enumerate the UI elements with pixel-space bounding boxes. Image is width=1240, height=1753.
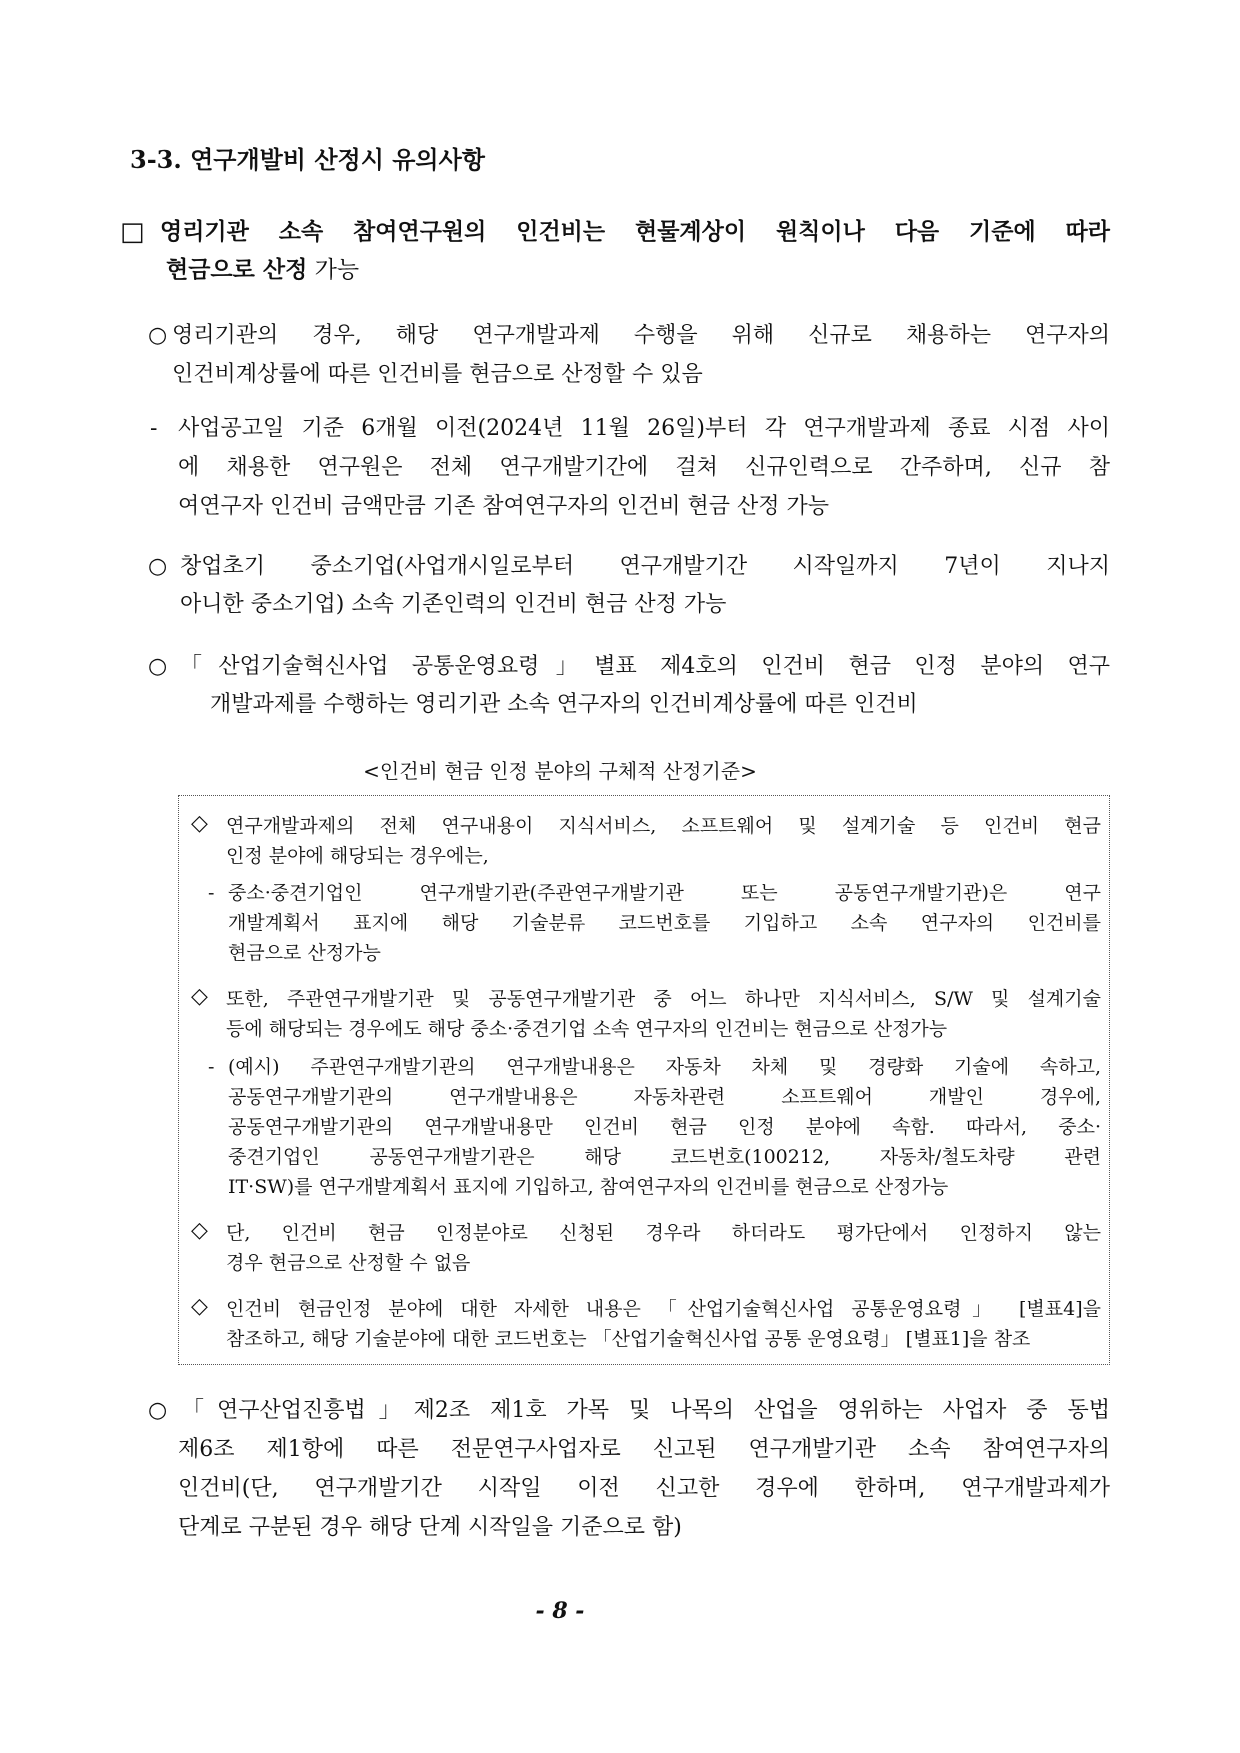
text-line: 여연구자 인건비 금액만큼 기존 참여연구자의 인건비 현금 산정 가능 bbox=[178, 494, 830, 519]
text-line: 「연구산업진흥법」제2조 제1호 가목 및 나목의 산업을 영위하는 사업자 중 동법 bbox=[182, 1398, 1110, 1423]
cash-field-item bbox=[148, 648, 1110, 724]
principle-bold-text: 현금으로 산정 bbox=[166, 256, 308, 283]
research-industry-item bbox=[148, 1391, 1110, 1547]
startup-item bbox=[148, 548, 1110, 624]
text-line: IT·SW)를 연구개발계획서 표지에 기입하고, 참여연구자의 인건비를 현금으로 산정가능 bbox=[228, 1176, 949, 1198]
text-line: 개발과제를 수행하는 영리기관 소속 연구자의 인건비계상률에 따른 인건비 bbox=[210, 692, 918, 717]
diamond-bullet-icon: ◇ bbox=[191, 1218, 208, 1243]
principle-rest-text: 가능 bbox=[307, 257, 360, 283]
text-line: 창업초기 중소기업(사업개시일로부터 연구개발기간 시작일까지 7년이 지나지 bbox=[180, 554, 1110, 579]
text-line: 인건비 현금인정 분야에 대한 자세한 내용은 「산업기술혁신사업 공통운영요령」 [별표4]을 bbox=[226, 1298, 1101, 1320]
text-line: 참조하고, 해당 기술분야에 대한 코드번호는 「산업기술혁신사업 공통 운영요령」 [별표1]을 참조 bbox=[226, 1328, 1031, 1350]
text-line: 인건비(단, 연구개발기간 시작일 이전 신고한 경우에 한하며, 연구개발과제가 bbox=[178, 1476, 1110, 1501]
principle-line: 영리기관 소속 참여연구원의 인건비는 현물계상이 원칙이나 다음 기준에 따라 bbox=[160, 218, 1110, 245]
text-line: 등에 해당되는 경우에도 해당 중소·중견기업 소속 연구자의 인건비는 현금으로 산정가능 bbox=[226, 1018, 948, 1040]
criteria-sub-item bbox=[208, 1052, 1101, 1202]
text-line: 개발계획서 표지에 해당 기술분류 코드번호를 기입하고 소속 연구자의 인건비를 bbox=[228, 912, 1101, 934]
circle-bullet-icon: ○ bbox=[148, 654, 168, 679]
text-line: 현금으로 산정가능 bbox=[228, 942, 381, 964]
dash-bullet: - bbox=[150, 416, 158, 441]
diamond-bullet-icon: ◇ bbox=[191, 984, 208, 1009]
criteria-item bbox=[191, 1294, 1101, 1354]
text-line: 경우 현금으로 산정할 수 없음 bbox=[226, 1252, 471, 1274]
text-line: 단계로 구분된 경우 해당 단계 시작일을 기준으로 함) bbox=[178, 1515, 682, 1540]
new-hire-item bbox=[148, 316, 1110, 394]
criteria-sub-item bbox=[208, 878, 1101, 968]
circle-bullet-icon: ○ bbox=[148, 323, 168, 348]
text-line: 중견기업인 공동연구개발기관은 해당 코드번호(100212, 자동차/철도차량 관련 bbox=[228, 1146, 1101, 1168]
criteria-box-caption: <인건비 현금 인정 분야의 구체적 산정기준> bbox=[363, 759, 757, 783]
text-line: 단, 인건비 현금 인정분야로 신청된 경우라 하더라도 평가단에서 인정하지 않는 bbox=[226, 1222, 1101, 1244]
text-line: 공동연구개발기관의 연구개발내용은 자동차관련 소프트웨어 개발인 경우에, bbox=[228, 1086, 1101, 1108]
principle-item bbox=[120, 213, 1110, 289]
text-line: 연구개발과제의 전체 연구내용이 지식서비스, 소프트웨어 및 설계기술 등 인건비 현금 bbox=[226, 815, 1101, 837]
text-line: 에 채용한 연구원은 전체 연구개발기간에 걸쳐 신규인력으로 간주하며, 신규 참 bbox=[178, 455, 1110, 480]
text-line: 아니한 중소기업) 소속 기존인력의 인건비 현금 산정 가능 bbox=[180, 592, 727, 617]
square-bullet-icon: □ bbox=[120, 217, 145, 247]
text-line: 인건비계상률에 따른 인건비를 현금으로 산정할 수 있음 bbox=[172, 362, 703, 387]
criteria-item bbox=[191, 811, 1101, 871]
text-line: 또한, 주관연구개발기관 및 공동연구개발기관 중 어느 하나만 지식서비스, S/W 및 설계기술 bbox=[226, 988, 1101, 1010]
dash-bullet: - bbox=[208, 882, 215, 904]
text-line: 「산업기술혁신사업 공통운영요령」별표 제4호의 인건비 현금 인정 분야의 연구 bbox=[180, 654, 1110, 679]
new-hire-detail-item bbox=[150, 409, 1110, 526]
text-line: 인정 분야에 해당되는 경우에는, bbox=[226, 845, 489, 867]
circle-bullet-icon: ○ bbox=[148, 1398, 168, 1423]
page-number: - 8 - bbox=[535, 1598, 585, 1624]
text-line: 영리기관의 경우, 해당 연구개발과제 수행을 위해 신규로 채용하는 연구자의 bbox=[172, 323, 1110, 348]
text-line: (예시) 주관연구개발기관의 연구개발내용은 자동차 차체 및 경량화 기술에 속하고, bbox=[228, 1056, 1101, 1078]
criteria-item bbox=[191, 1218, 1101, 1278]
text-line: 사업공고일 기준 6개월 이전(2024년 11월 26일)부터 각 연구개발과제 종료 시점 사이 bbox=[178, 416, 1110, 441]
text-line: 공동연구개발기관의 연구개발내용만 인건비 현금 인정 분야에 속함. 따라서, 중소· bbox=[228, 1116, 1101, 1138]
text-line: 제6조 제1항에 따른 전문연구사업자로 신고된 연구개발기관 소속 참여연구자의 bbox=[178, 1437, 1110, 1462]
section-heading: 3-3. 연구개발비 산정시 유의사항 bbox=[130, 145, 485, 174]
diamond-bullet-icon: ◇ bbox=[191, 811, 208, 836]
diamond-bullet-icon: ◇ bbox=[191, 1294, 208, 1319]
text-line: 중소·중견기업인 연구개발기관(주관연구개발기관 또는 공동연구개발기관)은 연구 bbox=[228, 882, 1101, 904]
dash-bullet: - bbox=[208, 1056, 215, 1078]
circle-bullet-icon: ○ bbox=[148, 554, 168, 579]
criteria-box bbox=[178, 795, 1110, 1365]
principle-line bbox=[166, 251, 1110, 289]
criteria-item bbox=[191, 984, 1101, 1044]
